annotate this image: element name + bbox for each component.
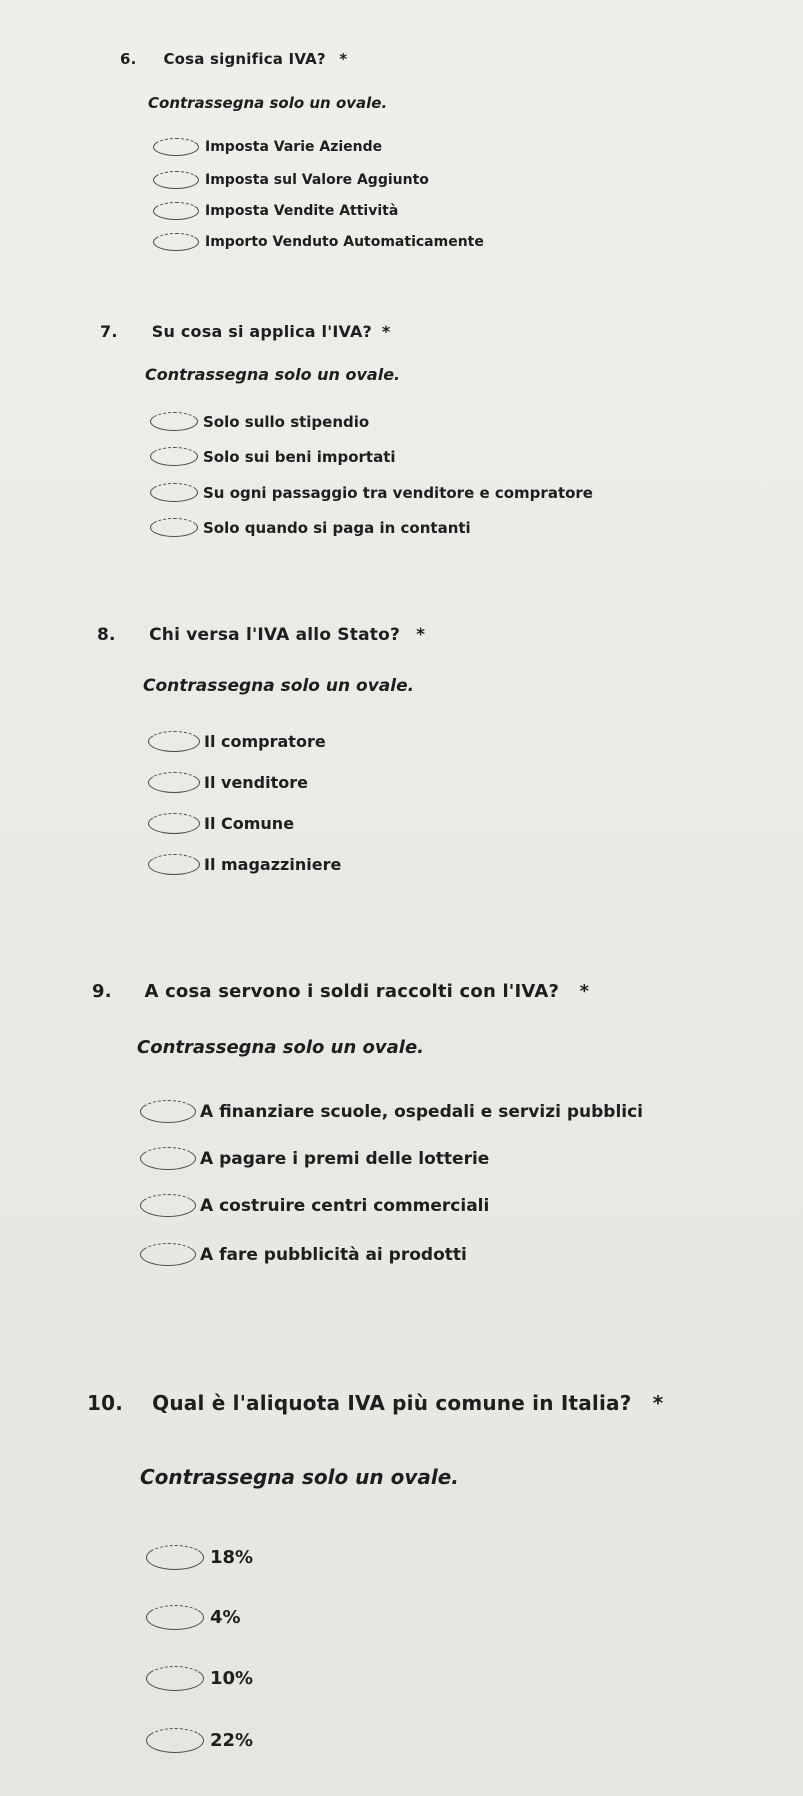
option-label: Il Comune (204, 814, 295, 833)
question-title (92, 981, 589, 1002)
question-title (87, 1391, 663, 1415)
option-label: Su ogni passaggio tra venditore e compratore (203, 483, 593, 502)
question-instruction: Contrassegna solo un ovale. (148, 94, 388, 112)
required-asterisk: * (381, 322, 391, 341)
radio-oval[interactable] (148, 813, 200, 834)
required-asterisk: * (416, 625, 426, 645)
option-label: Imposta Vendite Attività (205, 203, 399, 219)
radio-oval[interactable] (140, 1100, 196, 1123)
radio-oval[interactable] (146, 1605, 204, 1630)
answer-option[interactable] (140, 1147, 489, 1170)
question-number: 6. (120, 50, 137, 68)
question-title (97, 625, 425, 645)
radio-oval[interactable] (150, 518, 198, 537)
radio-oval[interactable] (150, 412, 198, 431)
radio-oval[interactable] (153, 202, 199, 220)
answer-option[interactable] (146, 1728, 253, 1753)
option-label: Imposta Varie Aziende (205, 139, 383, 155)
option-label: 4% (210, 1607, 241, 1628)
option-label: Solo sui beni importati (203, 447, 396, 466)
option-label: Il venditore (204, 773, 308, 792)
radio-oval[interactable] (148, 731, 200, 752)
answer-option[interactable] (150, 518, 471, 537)
option-label: Solo sullo stipendio (203, 412, 370, 431)
answer-option[interactable] (140, 1100, 643, 1123)
answer-option[interactable] (146, 1605, 241, 1630)
question-number: 8. (97, 625, 116, 645)
question-instruction: Contrassegna solo un ovale. (140, 1465, 459, 1489)
question-title (120, 50, 347, 68)
answer-option[interactable] (148, 813, 294, 834)
option-label: A costruire centri commerciali (200, 1195, 490, 1216)
radio-oval[interactable] (148, 854, 200, 875)
radio-oval[interactable] (146, 1728, 204, 1753)
option-label: A pagare i premi delle lotterie (200, 1148, 490, 1169)
question-instruction: Contrassegna solo un ovale. (137, 1037, 425, 1058)
radio-oval[interactable] (153, 233, 199, 251)
option-label: Imposta sul Valore Aggiunto (205, 172, 429, 188)
question-text: Su cosa si applica l'IVA? (151, 322, 373, 341)
required-asterisk: * (579, 981, 590, 1002)
answer-option[interactable] (150, 447, 396, 466)
option-label: Importo Venduto Automaticamente (205, 234, 484, 250)
answer-option[interactable] (148, 731, 326, 752)
question-instruction: Contrassegna solo un ovale. (145, 365, 401, 384)
question-text: Cosa significa IVA? (163, 50, 326, 68)
radio-oval[interactable] (150, 483, 198, 502)
answer-option[interactable] (153, 138, 382, 156)
answer-option[interactable] (153, 171, 429, 189)
question-number: 7. (100, 322, 118, 341)
question-text: Chi versa l'IVA allo Stato? (149, 625, 401, 645)
answer-option[interactable] (140, 1194, 489, 1217)
option-label: 18% (210, 1547, 254, 1568)
answer-option[interactable] (148, 854, 341, 875)
question-number: 9. (92, 981, 112, 1002)
answer-option[interactable] (140, 1243, 467, 1266)
option-label: Il compratore (204, 732, 326, 751)
question-number: 10. (87, 1391, 124, 1415)
radio-oval[interactable] (153, 171, 199, 189)
question-text: A cosa servono i soldi raccolti con l'IVA? (144, 981, 560, 1002)
option-label: A fare pubblicità ai prodotti (200, 1244, 467, 1265)
radio-oval[interactable] (148, 772, 200, 793)
radio-oval[interactable] (146, 1545, 204, 1570)
answer-option[interactable] (146, 1666, 253, 1691)
answer-option[interactable] (150, 483, 593, 502)
question-title (100, 322, 390, 341)
radio-oval[interactable] (146, 1666, 204, 1691)
required-asterisk: * (652, 1391, 664, 1415)
required-asterisk: * (339, 50, 348, 68)
answer-option[interactable] (150, 412, 369, 431)
option-label: Il magazziniere (204, 855, 342, 874)
answer-option[interactable] (146, 1545, 253, 1570)
option-label: A finanziare scuole, ospedali e servizi pubblici (200, 1101, 643, 1122)
question-instruction: Contrassegna solo un ovale. (143, 676, 415, 696)
radio-oval[interactable] (153, 138, 199, 156)
option-label: Solo quando si paga in contanti (203, 518, 471, 537)
question-text: Qual è l'aliquota IVA più comune in Italia? (152, 1391, 632, 1415)
radio-oval[interactable] (140, 1194, 196, 1217)
option-label: 10% (210, 1668, 254, 1689)
radio-oval[interactable] (140, 1243, 196, 1266)
answer-option[interactable] (148, 772, 308, 793)
radio-oval[interactable] (150, 447, 198, 466)
answer-option[interactable] (153, 233, 484, 251)
option-label: 22% (210, 1730, 254, 1751)
answer-option[interactable] (153, 202, 398, 220)
radio-oval[interactable] (140, 1147, 196, 1170)
